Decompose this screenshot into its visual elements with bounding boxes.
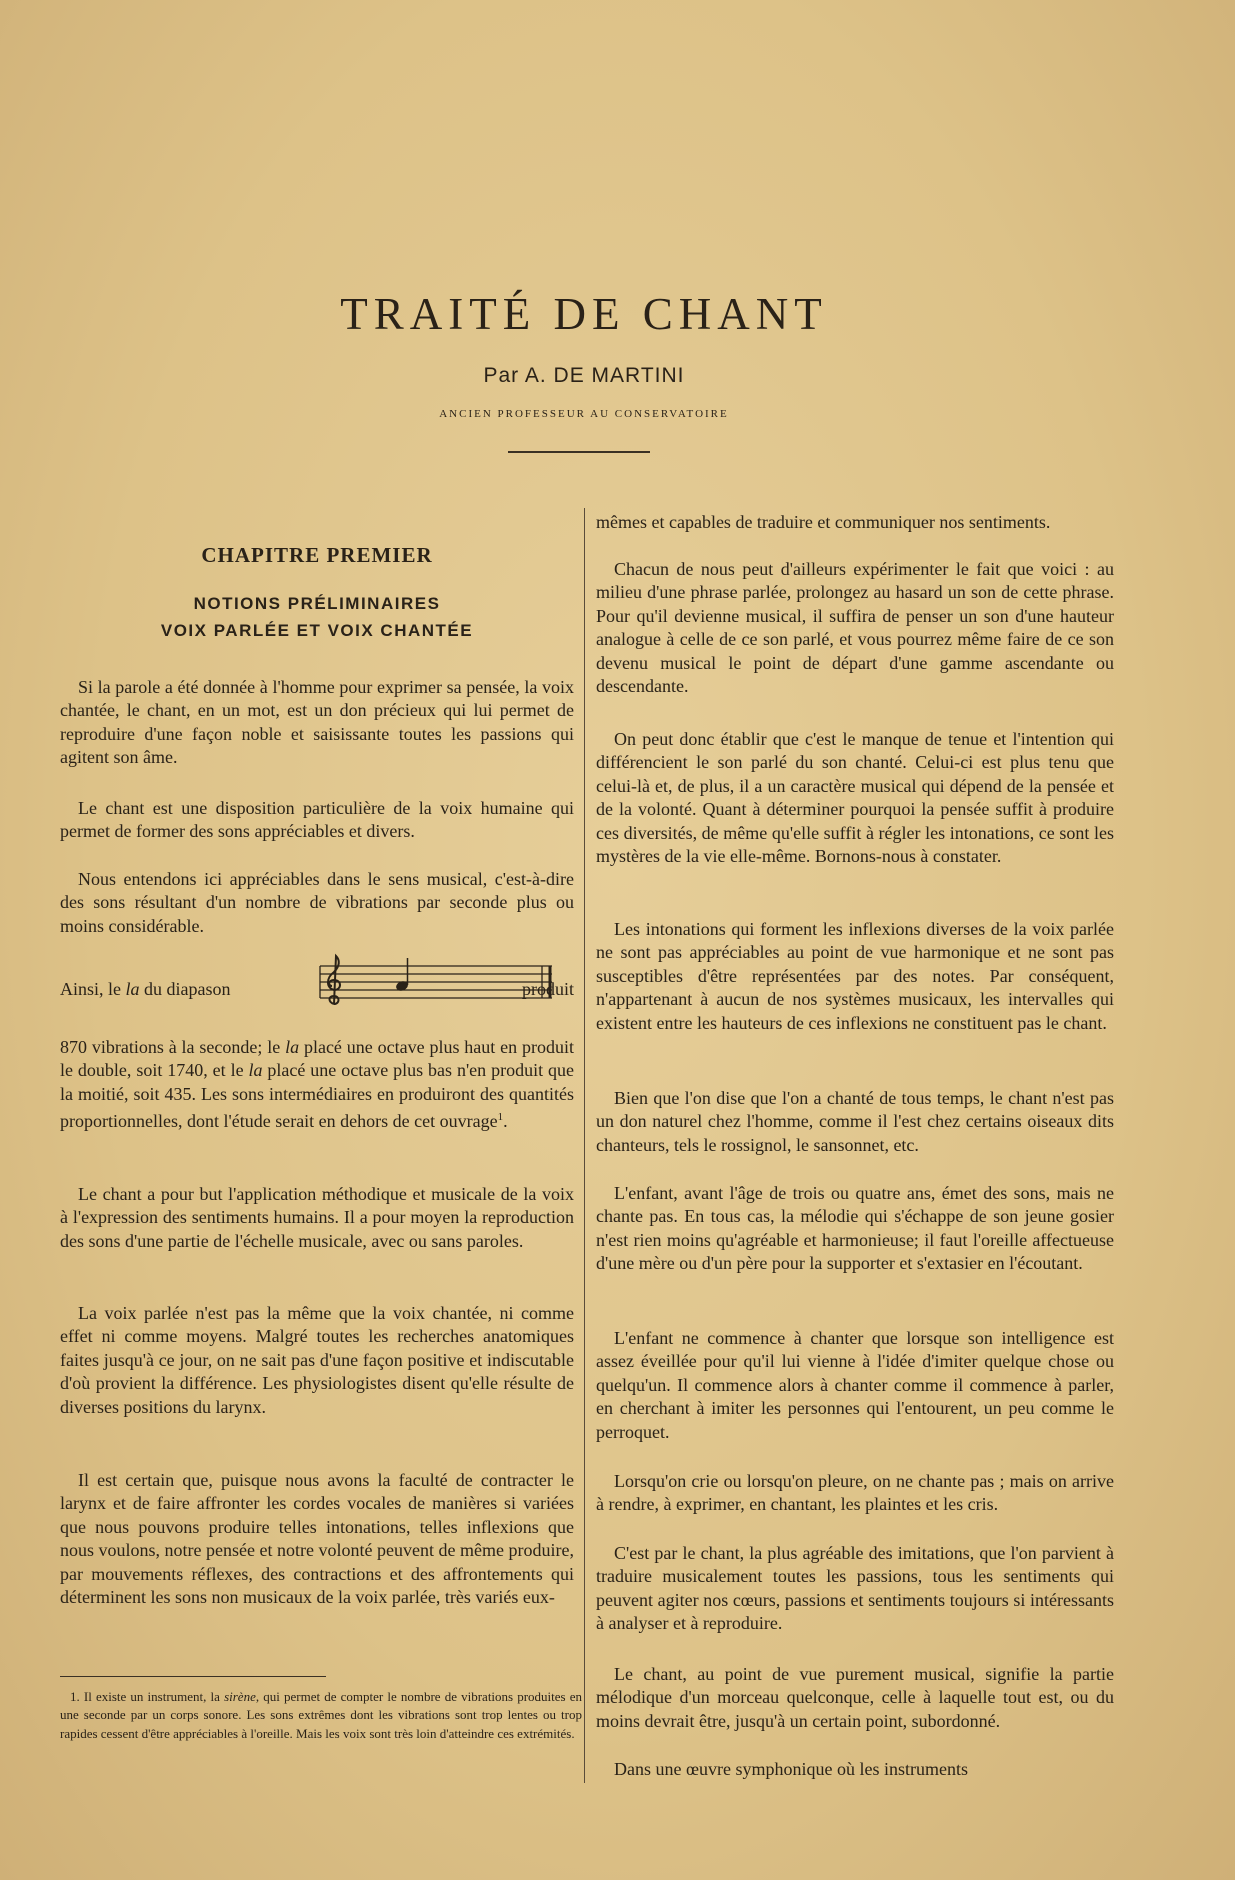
chapter-title: CHAPITRE PREMIER: [201, 543, 433, 567]
author-role: ANCIEN PROFESSEUR AU CONSERVATOIRE: [439, 408, 729, 420]
paragraph-left-5: Le chant a pour but l'application méthodique et musicale de la voix à l'expression des sentiments humains. Il a pour moyen la reproduction des sons d'une partie de l'échelle musicale, avec ou sans paroles.: [60, 1184, 574, 1251]
paragraph-right-10: Le chant, au point de vue purement musical, signifie la partie mélodique d'un morceau quelconque, celle à laquelle tout est, ou du moins devrait être, jusqu'à un certain point, subordonné.: [596, 1664, 1114, 1731]
paragraph-left-6: La voix parlée n'est pas la même que la voix chantée, ni comme effet ni comme moyens. Malgré toutes les recherches anatomiques faites jusqu'à ce jour, on ne sait pas d'une façon positive et indiscutable d'où provient la différence. Les physiologistes disent qu'elle résulte de diverses positions du larynx.: [60, 1303, 574, 1417]
paragraph-left-1: Si la parole a été donnée à l'homme pour exprimer sa pensée, la voix chantée, le chant, en un mot, est un don précieux qui lui permet de reproduire d'une façon noble et saisissante toutes les passions qui agitent son âme.: [60, 677, 574, 768]
paragraph-right-7: L'enfant ne commence à chanter que lorsque son intelligence est assez éveillée pour qu'il lui vienne à l'idée d'imiter quelque chose ou quelqu'un. Il commence alors à chanter comme il commence à parler, en cherchant à imiter les personnes qui l'entourent, un peu comme le perroquet.: [596, 1328, 1114, 1442]
page-title: TRAITÉ DE CHANT: [340, 289, 828, 339]
paragraph-right-11: Dans une œuvre symphonique où les instruments: [614, 1759, 968, 1779]
footnote: 1. Il existe un instrument, la sirène, qui permet de compter le nombre de vibrations produites en une seconde par un corps sonore. Les sons extrêmes dont les vibrations sont trop lentes ou trop rapides cessent d'être appréciables à l'oreille. Mais les voix sont très loin d'atteindre ces extrémités.: [60, 1689, 583, 1741]
paragraph-left-2: Le chant est une disposition particulière de la voix humaine qui permet de former des sons appréciables et divers.: [60, 798, 574, 842]
paragraph-left-7: Il est certain que, puisque nous avons la faculté de contracter le larynx et de faire affronter les cordes vocales de manières si variées que nous pouvons produire telles intonations, telles inflexions que nous voulons, notre pensée et notre volonté peuvent de même produire, par mouvements réflexes, des contractions et des affrontements qui déterminent les sons non musicaux de la voix parlée, très variés eux-: [60, 1470, 574, 1608]
paragraph-right-6: L'enfant, avant l'âge de trois ou quatre ans, émet des sons, mais ne chante pas. En tous cas, la mélodie qui s'échappe de son jeune gosier n'est rien moins qu'agréable et harmonieuse; il faut l'oreille affectueuse d'une mère ou d'un père pour la supporter et s'extasier en l'écoutant.: [596, 1183, 1114, 1274]
music-line-after: produit: [522, 979, 574, 999]
footnote-ref: 1: [497, 1111, 504, 1124]
paragraph-right-3: On peut donc établir que c'est le manque de tenue et l'intention qui différencient le son parlé du son chanté. Celui-ci est plus tenu que celui-là et, de plus, il a un caractère musical qui dépend de la pensée et de la volonté. Quant à déterminer pourquoi la pensée suffit à produire ces diversités, de même qu'elle suffit à régler les intonations, ce sont les mystères de la vie elle-même. Bornons-nous à constater.: [596, 729, 1114, 867]
author-name: Par A. DE MARTINI: [483, 364, 685, 387]
paragraph-left-3: Nous entendons ici appréciables dans le sens musical, c'est-à-dire des sons résultant d'un nombre de vibrations par seconde plus ou moins considérable.: [60, 869, 574, 936]
chapter-subtitle-1: NOTIONS PRÉLIMINAIRES: [193, 594, 441, 613]
chapter-subtitle-2: VOIX PARLÉE ET VOIX CHANTÉE: [160, 621, 474, 640]
paragraph-right-4: Les intonations qui forment les inflexions diverses de la voix parlée ne sont pas appréciables au point de vue harmonique et ne sont pas susceptibles d'être représentées par des notes. Par conséquent, n'appartenant à aucun de nos systèmes musicaux, les intervalles qui existent entre les hauteurs de ces inflexions ne constituent pas le chant.: [596, 919, 1114, 1033]
paragraph-right-5: Bien que l'on dise que l'on a chanté de tous temps, le chant n'est pas un don naturel chez l'homme, comme il l'est chez certains oiseaux dits chanteurs, tels le rossignol, le sansonnet, etc.: [596, 1088, 1114, 1155]
footnote-divider: [60, 1676, 326, 1677]
paragraph-left-4: 870 vibrations à la seconde; le la placé une octave plus haut en produit le double, soit 1740, et le la placé une octave plus bas n'en produit que la moitié, soit 435. Les sons intermédiaires en produiront des quantités proportionnelles, dont l'étude serait en dehors de cet ouvrage$^1$.: [60, 1037, 574, 1132]
paragraph-right-9: C'est par le chant, la plus agréable des imitations, que l'on parvient à traduire musicalement toutes les passions, tous les sentiments qui peuvent agiter nos cœurs, passions et sentiments toujours si intéressants à analyser et à reproduire.: [596, 1543, 1114, 1634]
paragraph-right-2: Chacun de nous peut d'ailleurs expérimenter le fait que voici : au milieu d'une phrase parlée, prolongez au hasard un son de cette phrase. Pour qu'il devienne musical, il suffira de penser un son d'une hauteur analogue à celle de ce son parlé, et vous pourrez même faire de ce son devenu musical le point de départ d'une gamme ascendante ou descendante.: [596, 559, 1114, 697]
music-example-line: [60, 950, 574, 1010]
column-divider: [584, 508, 585, 1783]
paragraph-right-8: Lorsqu'on crie ou lorsqu'on pleure, on ne chante pas ; mais on arrive à rendre, à exprimer, en chantant, les plaintes et les cris.: [596, 1471, 1114, 1515]
title-divider: [508, 451, 650, 453]
paragraph-right-1: mêmes et capables de traduire et communiquer nos sentiments.: [596, 512, 1051, 532]
music-line-before: Ainsi, le la du diapason: [60, 979, 231, 999]
